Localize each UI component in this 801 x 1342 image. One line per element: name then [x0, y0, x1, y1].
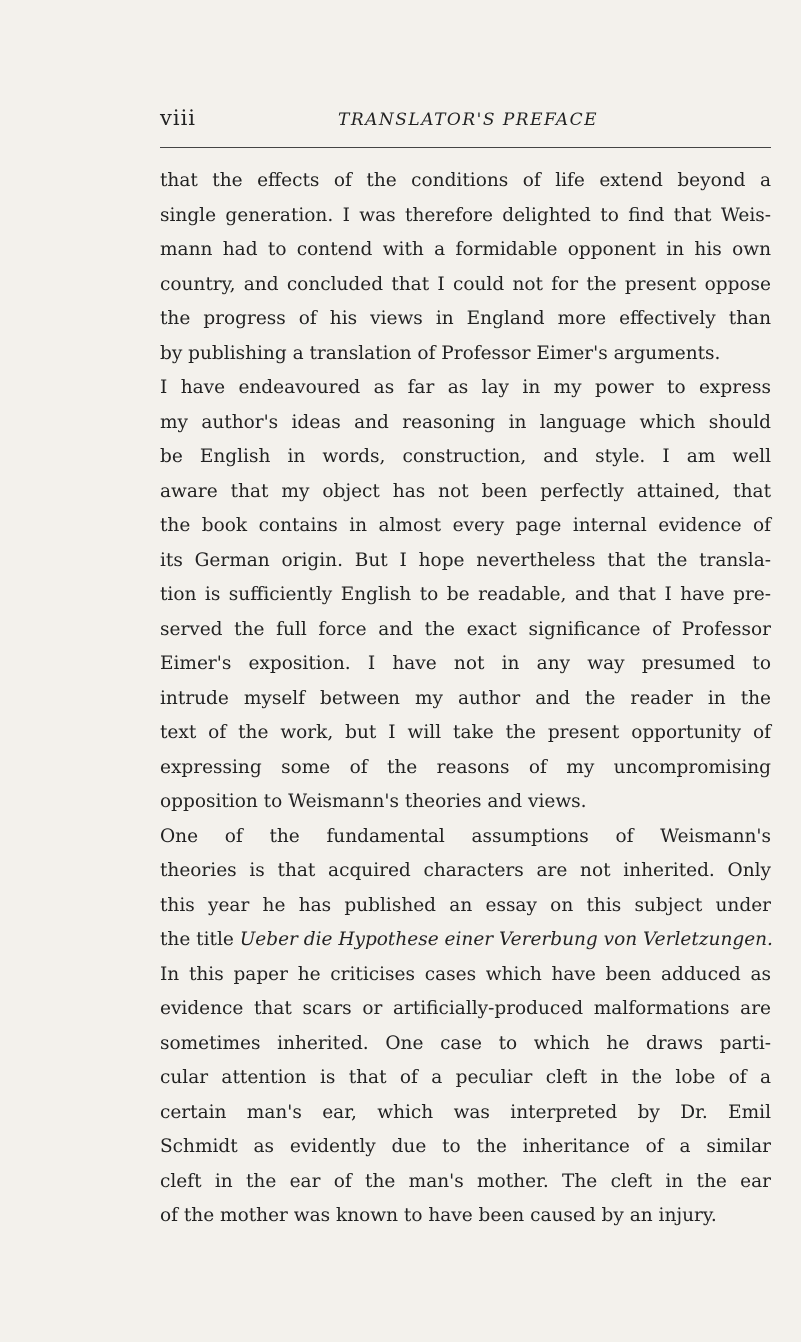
running-title: TRANSLATOR'S PREFACE: [338, 110, 599, 130]
essay-title: Ueber die Hypothese einer Vererbung von Verletzungen.: [239, 929, 773, 950]
text-line: the progress of his views in England more effectively than: [160, 308, 771, 329]
text-line: cleft in the ear of the man's mother. The cleft in the ear: [160, 1170, 771, 1192]
header-rule: [160, 147, 771, 148]
text-line: mann had to contend with a formidable opponent in his own: [160, 239, 771, 260]
text-line: opposition to Weismann's theories and views.: [160, 791, 587, 812]
title-line-prefix: the title: [160, 929, 240, 950]
text-line: be English in words, construction, and style. I am well: [160, 446, 771, 467]
text-line: cular attention is that of a peculiar cleft in the lobe of a: [160, 1067, 771, 1088]
text-line: its German origin. But I hope nevertheless that the transla-: [160, 549, 771, 571]
text-line: aware that my object has not been perfectly attained, that: [160, 480, 771, 502]
text-line: evidence that scars or artificially-produced malformations are: [160, 998, 771, 1019]
text-line: One of the fundamental assumptions of Weismann's: [160, 825, 771, 847]
text-line: In this paper he criticises cases which have been adduced as: [160, 963, 771, 985]
text-line: certain man's ear, which was interpreted by Dr. Emil: [160, 1101, 771, 1123]
text-line: tion is sufficiently English to be readable, and that I have pre-: [160, 584, 771, 605]
text-line: expressing some of the reasons of my uncompromising: [160, 756, 771, 778]
text-line: my author's ideas and reasoning in language which should: [160, 411, 771, 433]
text-line: theories is that acquired characters are not inherited. Only: [160, 860, 771, 881]
title-line: [160, 923, 771, 958]
text-line: the book contains in almost every page internal evidence of: [160, 515, 771, 536]
text-line: single generation. I was therefore delighted to find that Weis-: [160, 204, 771, 226]
text-line: country, and concluded that I could not for the present oppose: [160, 273, 771, 295]
text-line: that the effects of the conditions of life extend beyond a: [160, 170, 771, 191]
page-header: [160, 106, 771, 136]
text-line: text of the work, but I will take the present opportunity of: [160, 722, 771, 743]
text-line: served the full force and the exact significance of Professor: [160, 618, 771, 640]
text-line: by publishing a translation of Professor Eimer's arguments.: [160, 342, 721, 364]
text-line: sometimes inherited. One case to which he draws parti-: [160, 1032, 771, 1054]
text-line: this year he has published an essay on this subject under: [160, 894, 771, 916]
page-number: viii: [160, 106, 197, 130]
text-line: Schmidt as evidently due to the inheritance of a similar: [160, 1136, 771, 1157]
text-line: Eimer's exposition. I have not in any way presumed to: [160, 653, 771, 674]
text-line: intrude myself between my author and the reader in the: [160, 687, 771, 709]
text-line: I have endeavoured as far as lay in my power to express: [160, 377, 771, 398]
body-text: [160, 164, 771, 1234]
text-line: of the mother was known to have been caused by an injury.: [160, 1205, 717, 1226]
